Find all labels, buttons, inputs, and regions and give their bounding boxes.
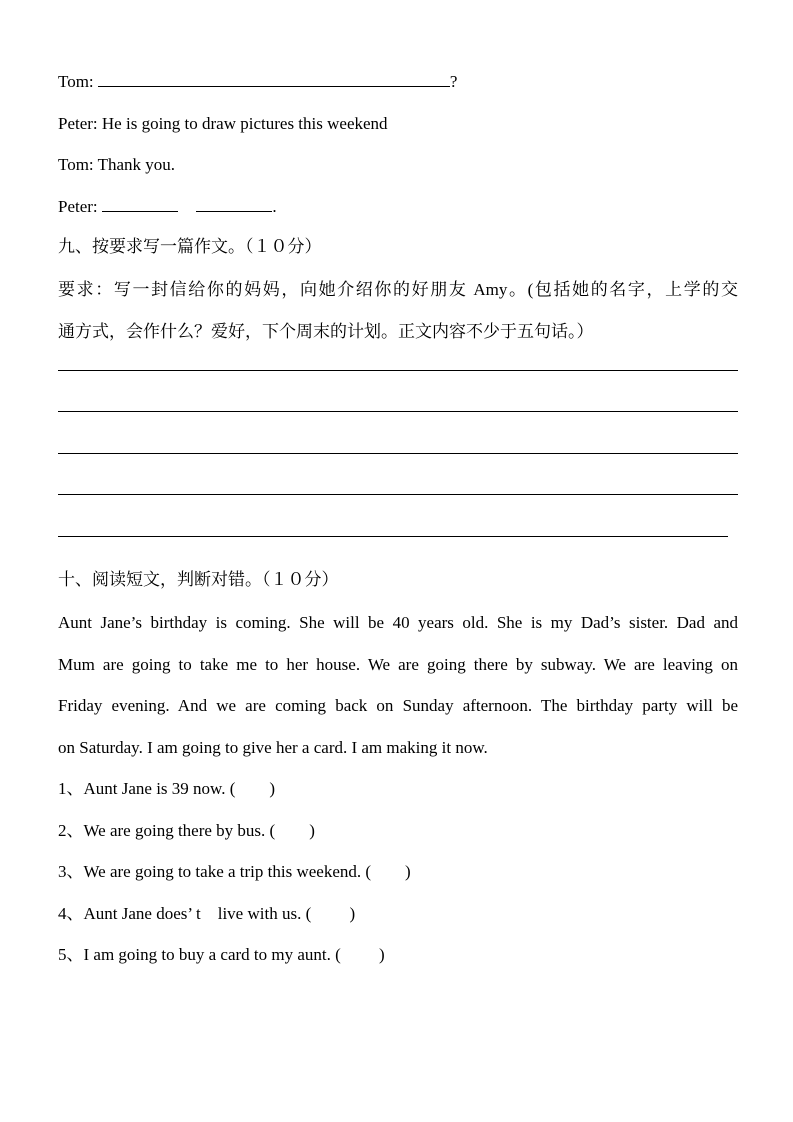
answer-blank-tom[interactable] [98, 72, 450, 87]
writing-line-4[interactable] [58, 494, 738, 495]
section10-heading: 十、阅读短文，判断对错。（１０分） [58, 570, 339, 589]
passage-line-1: Aunt Jane’s birthday is coming. She will be 40 years old. She is my Dad’s sister. Dad and [58, 613, 738, 632]
period: . [272, 197, 277, 216]
tom-label: Tom: [58, 72, 94, 91]
requirement-line-1: 要求：写一封信给你的妈妈，向她介绍你的好朋友 Amy。(包括她的名字，上学的交 [58, 280, 738, 299]
passage-line-4: on Saturday. I am going to give her a card. I am making it now. [58, 737, 488, 757]
passage-line-3: Friday evening. And we are coming back on Sunday afternoon. The birthday party will be [58, 696, 738, 715]
question-mark: ? [449, 72, 458, 91]
section9-heading: 九、按要求写一篇作文。（１０分） [58, 237, 322, 256]
answer-blank-peter-1[interactable] [102, 197, 178, 212]
question-4: 4、Aunt Jane does’ t live with us. ( ) [58, 904, 356, 923]
tom-question-line [58, 72, 457, 92]
question-1: 1、Aunt Jane is 39 now. ( ) [58, 779, 276, 798]
writing-line-2[interactable] [58, 411, 738, 412]
section9-requirement [58, 269, 738, 352]
requirement-line-2: 通方式，会作什么？爱好，下个周末的计划。正文内容不少于五句话。） [58, 321, 594, 341]
writing-line-3[interactable] [58, 453, 738, 454]
passage-line-2: Mum are going to take me to her house. We are going there by subway. We are leaving on [58, 654, 738, 674]
tom-thanks-line: Tom: Thank you. [58, 155, 176, 174]
question-2: 2、We are going there by bus. ( ) [58, 821, 315, 840]
question-5: 5、I am going to buy a card to my aunt. ( ) [58, 945, 385, 964]
peter-answer-line: Peter: He is going to draw pictures this weekend [58, 114, 388, 133]
peter-label: Peter: [58, 197, 98, 216]
question-3: 3、We are going to take a trip this weekend. ( ) [58, 862, 411, 881]
writing-line-5[interactable] [58, 536, 728, 537]
peter-blank-line [58, 197, 277, 217]
answer-blank-peter-2[interactable] [196, 197, 272, 212]
reading-passage [58, 602, 738, 768]
writing-line-1[interactable] [58, 370, 738, 371]
